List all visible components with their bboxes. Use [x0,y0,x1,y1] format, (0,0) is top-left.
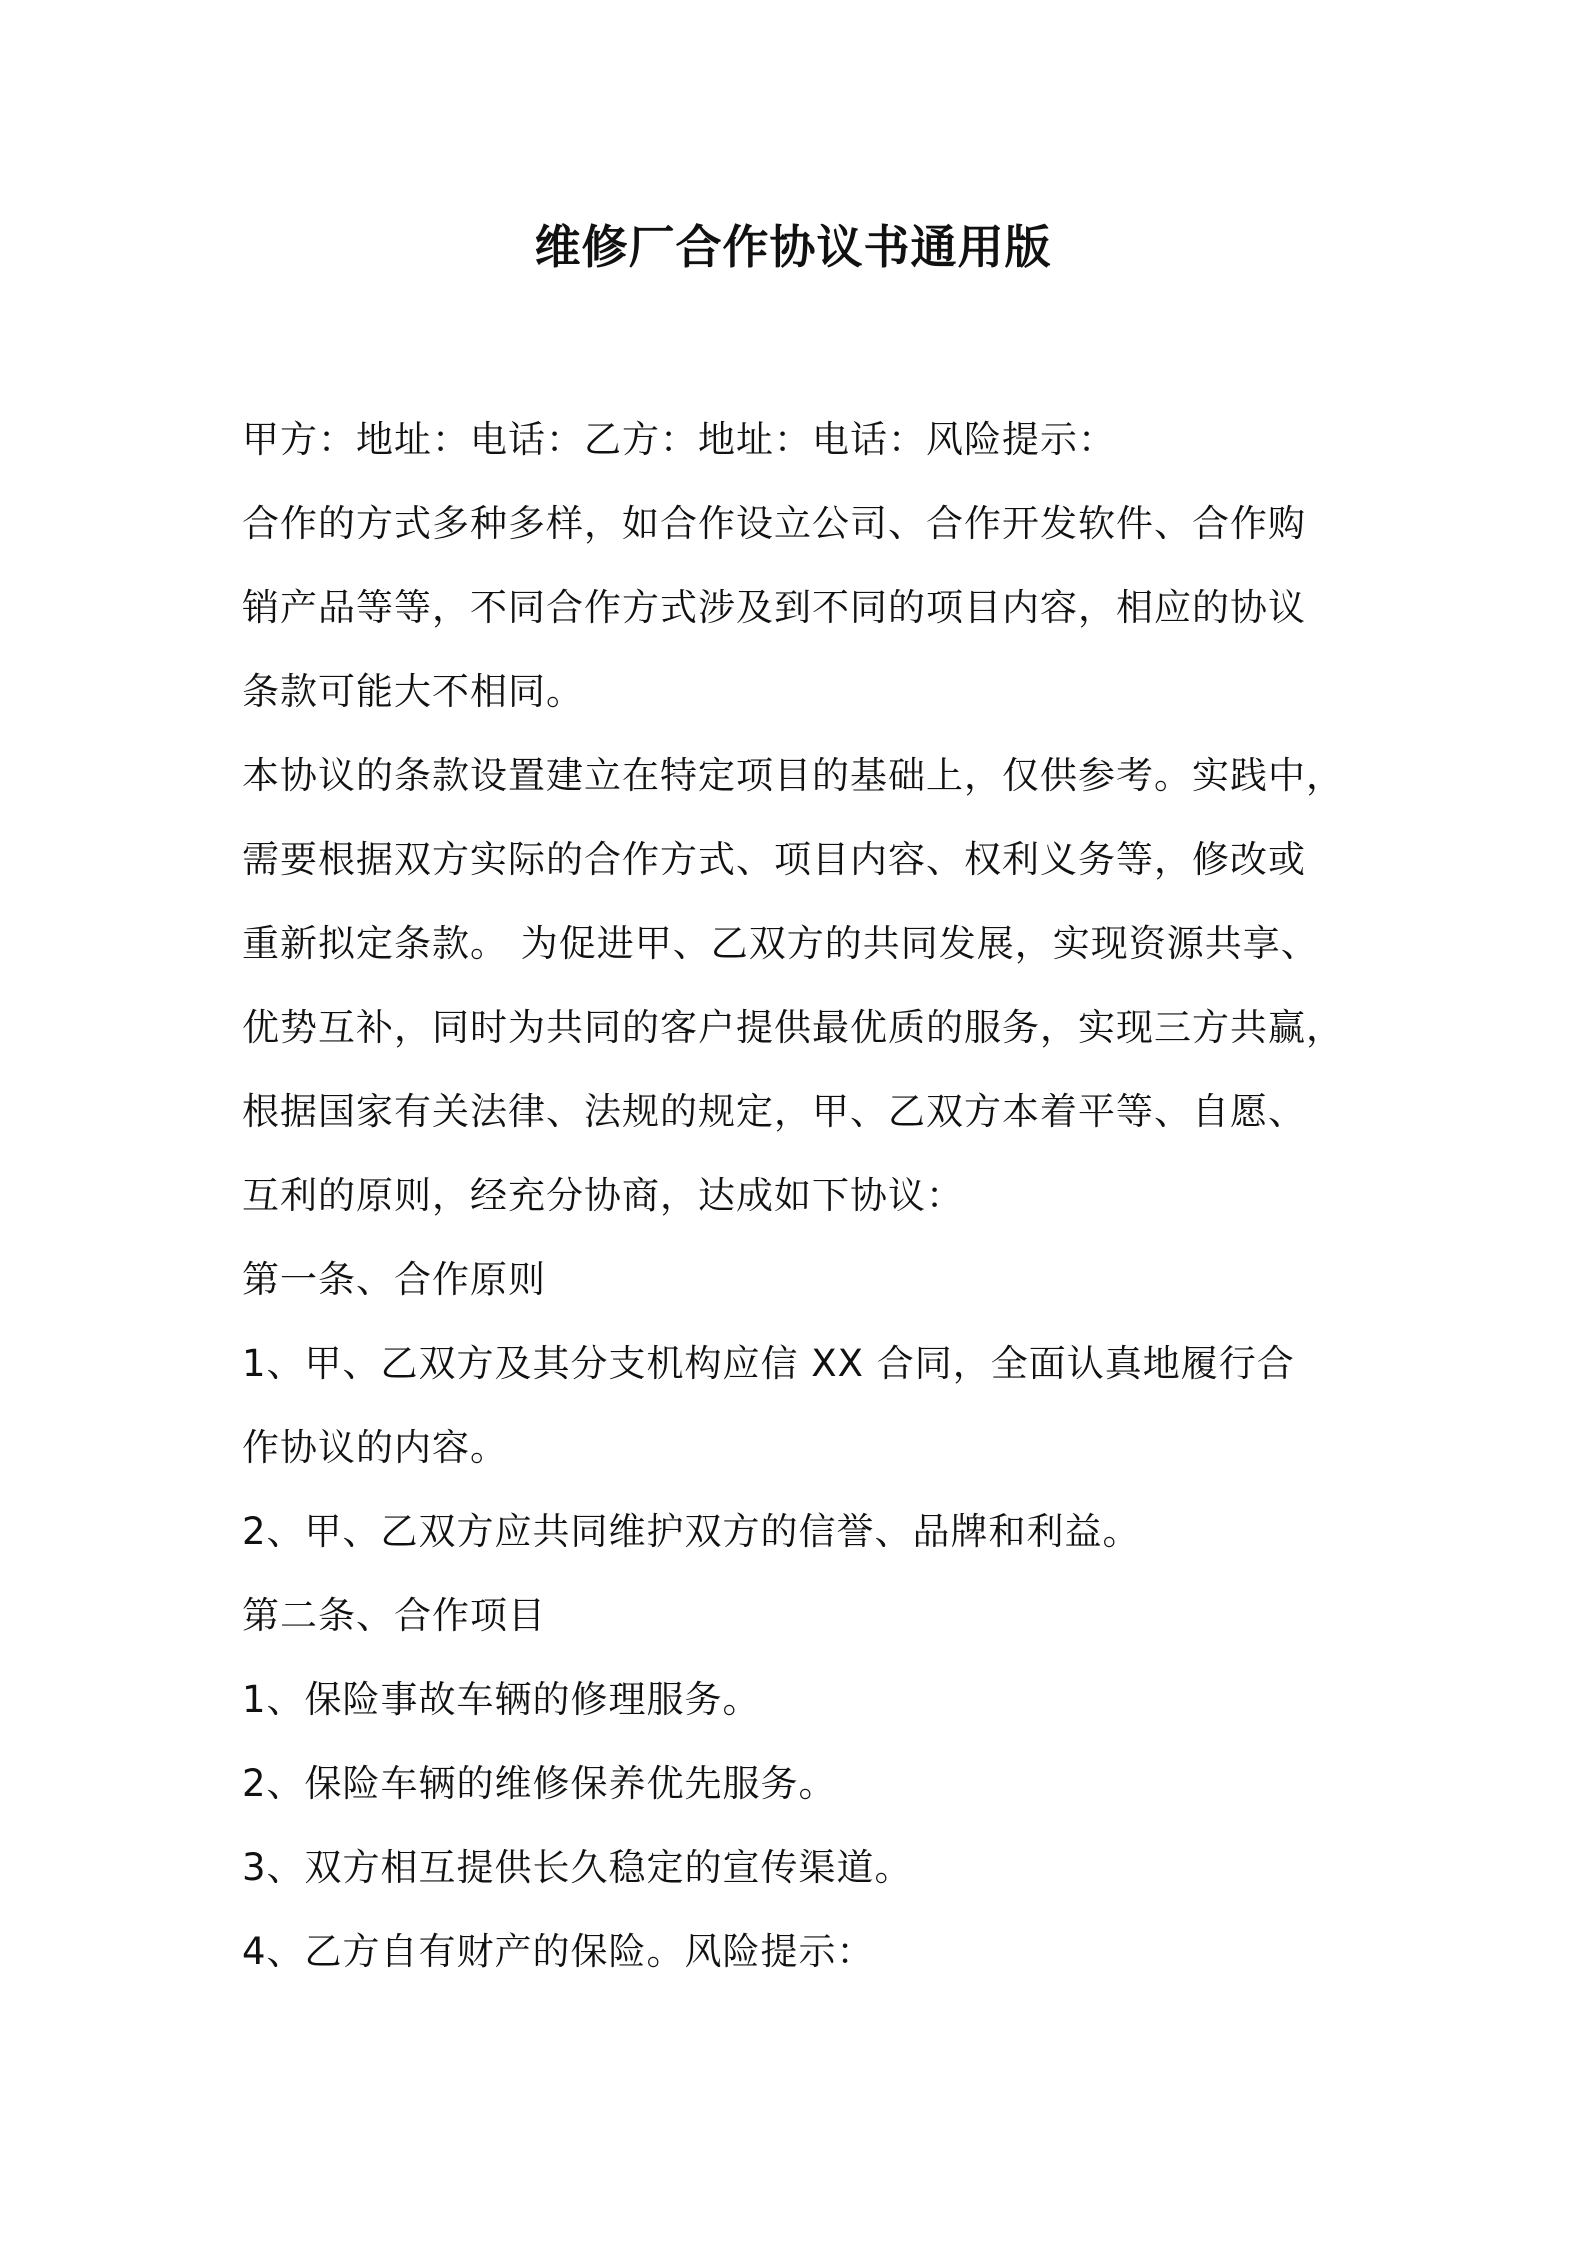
intro-line-1: 合作的方式多种多样，如合作设立公司、合作开发软件、合作购 [242,502,1306,545]
article-2-item-3: 3、双方相互提供长久稳定的宣传渠道。 [242,1846,913,1889]
intro-line-2: 销产品等等，不同合作方式涉及到不同的项目内容，相应的协议 [242,586,1306,629]
party-info-line: 甲方：地址：电话：乙方：地址：电话：风险提示： [242,418,1116,461]
document-body [242,398,1362,1994]
document-title: 维修厂合作协议书通用版 [534,220,1052,274]
preamble-line-5: 根据国家有关法律、法规的规定，甲、乙双方本着平等、自愿、 [242,1090,1306,1133]
article-2-item-1: 1、保险事故车辆的修理服务。 [242,1678,761,1721]
article-2-heading: 第二条、合作项目 [242,1594,546,1637]
preamble-line-4: 优势互补，同时为共同的客户提供最优质的服务，实现三方共赢， [242,1006,1344,1049]
preamble-line-3: 重新拟定条款。 为促进甲、乙双方的共同发展，实现资源共享、 [242,922,1319,965]
preamble-line-1: 本协议的条款设置建立在特定项目的基础上，仅供参考。实践中， [242,754,1344,797]
article-1-item-1-line-1: 1、甲、乙双方及其分支机构应信 XX 合同，全面认真地履行合 [242,1342,1295,1385]
article-1-heading: 第一条、合作原则 [242,1258,546,1301]
article-2-item-4: 4、乙方自有财产的保险。风险提示： [242,1930,875,1973]
preamble-line-2: 需要根据双方实际的合作方式、项目内容、权利义务等，修改或 [242,838,1306,881]
article-2-item-2: 2、保险车辆的维修保养优先服务。 [242,1762,837,1805]
article-1-item-1-line-2: 作协议的内容。 [242,1426,508,1469]
intro-line-3: 条款可能大不相同。 [242,670,584,713]
article-1-item-2: 2、甲、乙双方应共同维护双方的信誉、品牌和利益。 [242,1510,1141,1553]
preamble-line-6: 互利的原则，经充分协商，达成如下协议： [242,1174,964,1217]
